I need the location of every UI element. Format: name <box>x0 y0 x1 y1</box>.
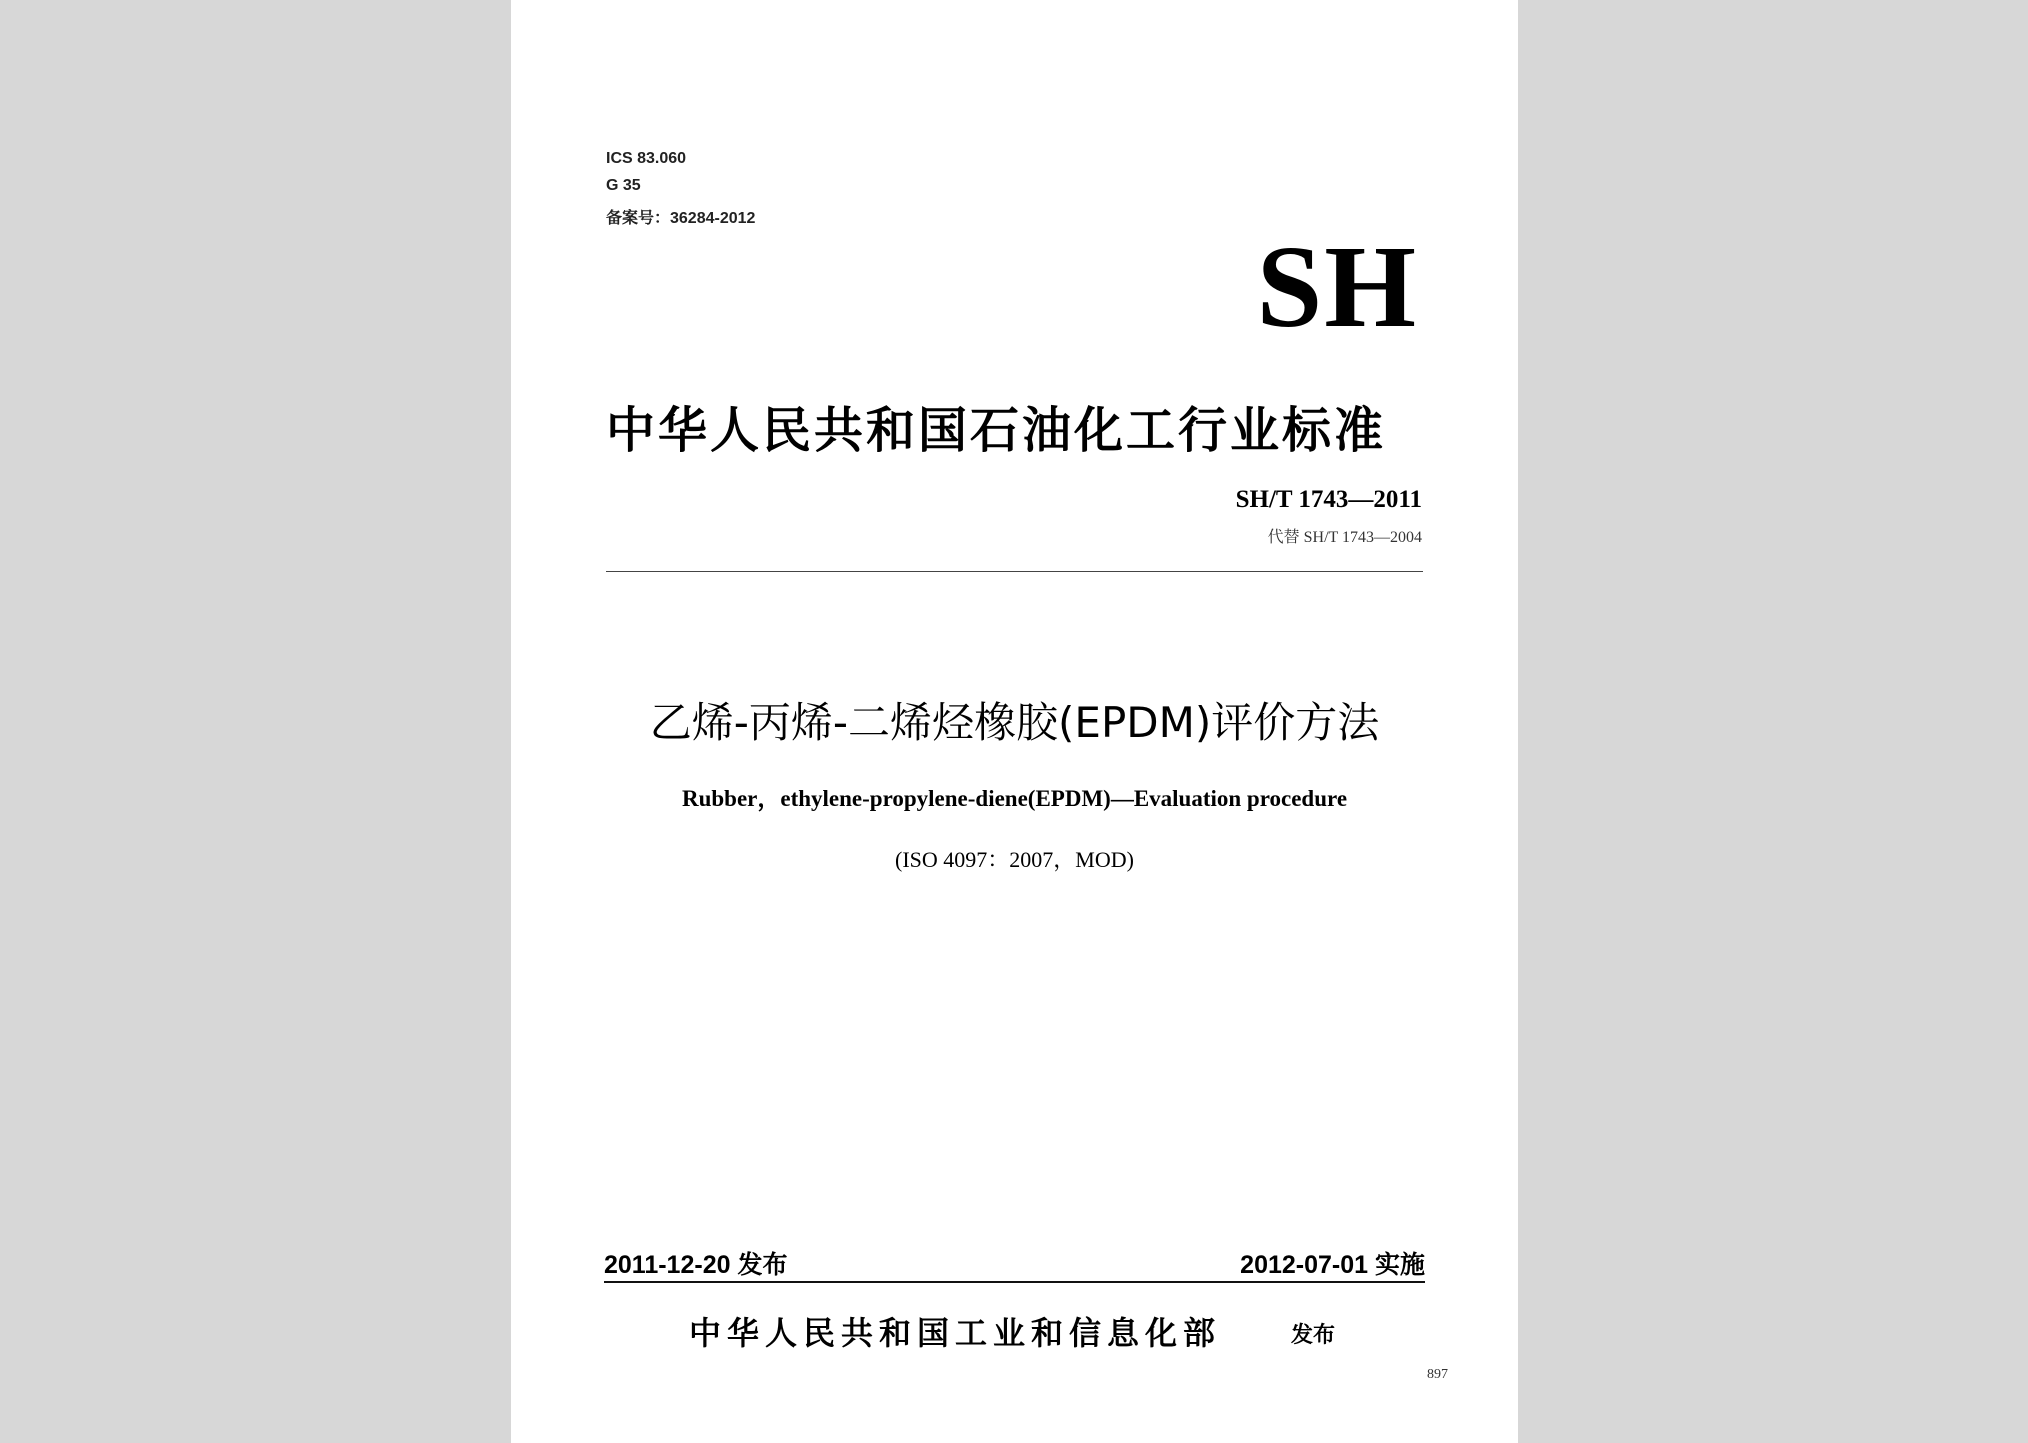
footer-divider <box>604 1281 1425 1283</box>
sh-logo: SH <box>1256 221 1418 352</box>
issued-label: 发布 <box>1291 1323 1336 1348</box>
standard-category-title: 中华人民共和国石油化工行业标准 <box>606 402 1387 459</box>
standard-number: SH/T 1743—2011 <box>1235 486 1422 513</box>
publish-date: 2011-12-20 发布 <box>604 1251 788 1279</box>
filing-number: 备案号：36284-2012 <box>606 210 756 227</box>
page-number: 897 <box>1427 1367 1448 1382</box>
issuing-authority: 中华人民共和国工业和信息化部 <box>689 1314 1222 1352</box>
document-title-en: Rubber，ethylene-propylene-diene(EPDM)—Evaluation procedure <box>681 786 1348 811</box>
document-title-zh: 乙烯-丙烯-二烯烃橡胶(EPDM)评价方法 <box>649 698 1380 747</box>
classification-code: G 35 <box>606 177 641 194</box>
header-divider <box>606 571 1423 572</box>
document-page <box>511 0 1518 1443</box>
effective-date: 2012-07-01 实施 <box>1240 1251 1425 1279</box>
ics-code: ICS 83.060 <box>606 150 687 167</box>
replaces-standard: 代替 SH/T 1743—2004 <box>1267 529 1422 546</box>
iso-reference: (ISO 4097：2007，MOD) <box>895 847 1134 872</box>
